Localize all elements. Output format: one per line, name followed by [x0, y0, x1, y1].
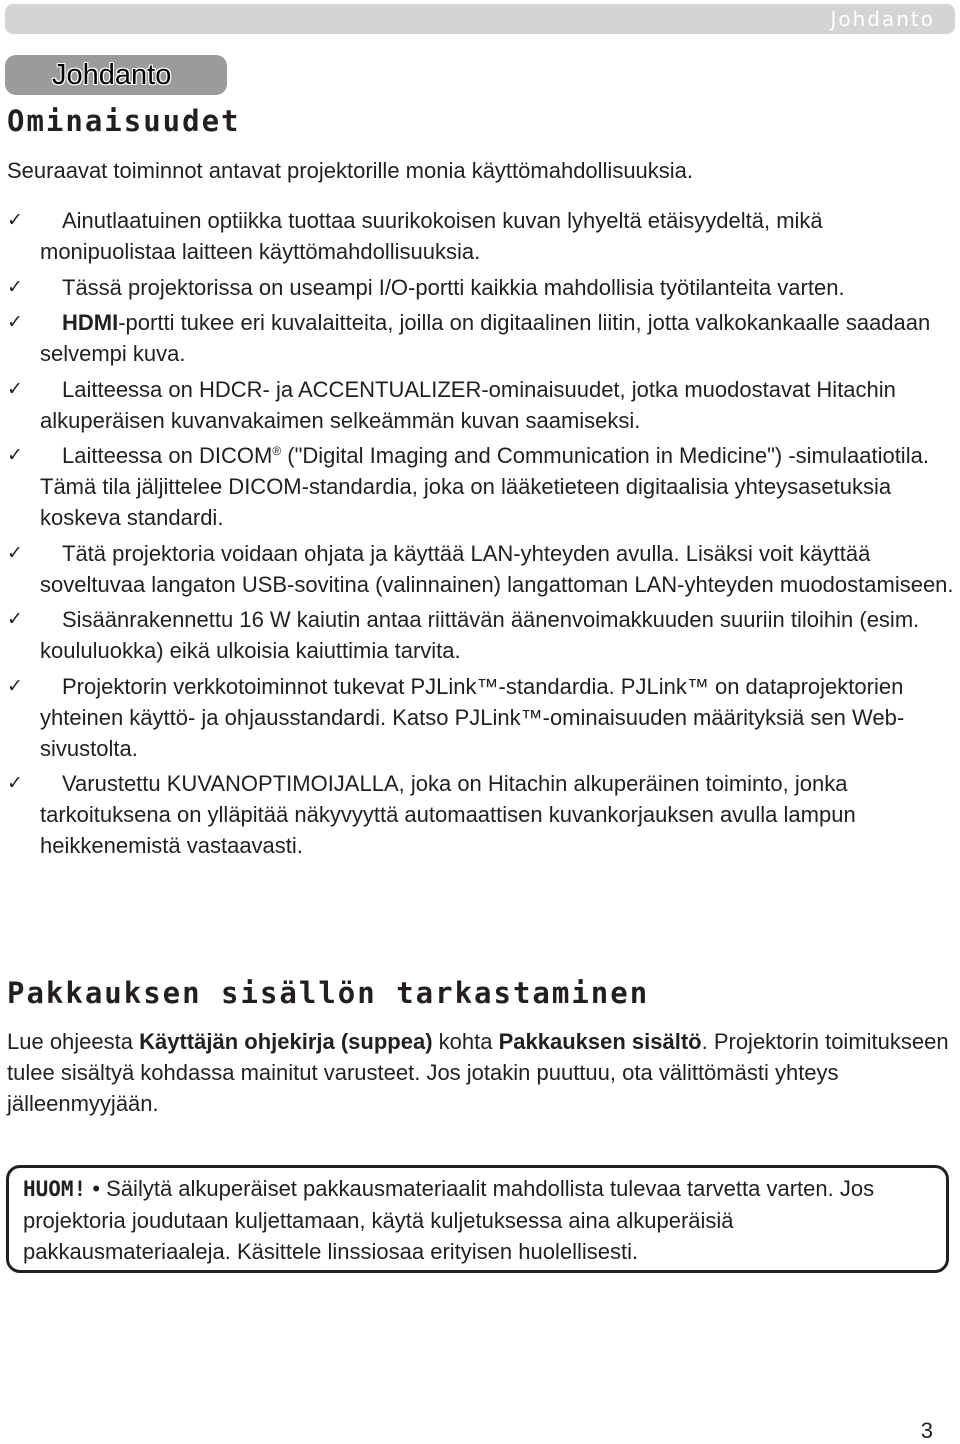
feature-list — [7, 205, 957, 866]
feature-lead-bold: HDMI — [62, 310, 119, 335]
checkmark-icon: ✓ — [7, 275, 23, 298]
list-item — [7, 768, 957, 861]
list-item — [7, 374, 957, 436]
running-header-bar — [5, 4, 955, 34]
page-number: 3 — [920, 1418, 933, 1443]
feature-text: Projektorin verkkotoiminnot tukevat PJLink™-standardia. PJLink™ on dataprojektorien yhteinen käyttö- ja ohjausstandardi. Katso PJLink™-ominaisuuden määrityksiä sen Web-sivustolta. — [40, 673, 905, 761]
list-item — [7, 671, 957, 764]
running-header-title: Johdanto — [830, 7, 935, 31]
checkmark-icon: ✓ — [7, 209, 23, 231]
feature-text: Varustettu KUVANOPTIMOIJALLA, joka on Hitachin alkuperäinen toiminto, jonka tarkoituksena on ylläpitää näkyvyyttä automaattisen kuvankorjauksen avulla lampun heikkenemistä vastaavasti. — [40, 771, 856, 858]
checkmark-icon: ✓ — [7, 608, 23, 630]
section-tab-label: Johdanto — [52, 59, 172, 91]
checkmark-icon: ✓ — [7, 311, 23, 333]
list-item — [7, 307, 957, 369]
package-bold-contents: Pakkauksen sisältö — [498, 1029, 702, 1054]
features-heading: Ominaisuudet — [7, 104, 241, 138]
list-item — [7, 272, 957, 303]
section-tab — [5, 55, 227, 95]
feature-text: -portti tukee eri kuvalaitteita, joilla on digitaalinen liitin, jotta valkokankaalle saadaan selvempi kuva. — [40, 310, 931, 366]
checkmark-icon: ✓ — [7, 377, 23, 400]
list-item — [7, 440, 957, 533]
checkmark-icon: ✓ — [7, 444, 23, 466]
feature-text: Ainutlaatuinen optiikka tuottaa suurikokoisen kuvan lyhyeltä etäisyydeltä, mikä monipuolistaa laitteen käyttömahdollisuuksia. — [40, 208, 823, 264]
package-paragraph — [7, 1026, 952, 1119]
features-intro: Seuraavat toiminnot antavat projektorille monia käyttömahdollisuuksia. — [7, 158, 694, 183]
checkmark-icon: ✓ — [7, 541, 23, 564]
note-box — [6, 1165, 949, 1273]
feature-text-start: Laitteessa on DICOM — [62, 443, 273, 468]
feature-text: ("Digital Imaging and Communication in Medicine") -simulaatiotila. Tämä tila jäljittelee DICOM-standardia, joka on lääketieteen digitaalisia yhteysasetuksia koskeva standardi. — [40, 443, 929, 530]
feature-text: Sisäänrakennettu 16 W kaiutin antaa riittävän äänenvoimakkuuden suuriin tiloihin (esim. koululuokka) eikä ulkoisia kaiuttimia tarvita. — [40, 607, 920, 663]
checkmark-icon: ✓ — [7, 772, 23, 794]
package-text-2: kohta — [432, 1029, 499, 1054]
note-text: • Säilytä alkuperäiset pakkausmateriaalit mahdollista tulevaa tarvetta varten. Jos projektoria joudutaan kuljettamaan, käytä kuljetuksessa aina alkuperäisiä pakkausmateriaaleja. Käsittele linssiosaa erityisen huolellisesti. — [23, 1176, 875, 1264]
registered-mark: ® — [272, 444, 282, 458]
package-text-3: . Projektorin toimitukseen tulee sisältyä kohdassa mainitut varusteet. Jos jotakin puuttuu, ota välittömästi yhteys jälleenmyyjään. — [7, 1029, 949, 1116]
feature-text: Laitteessa on HDCR- ja ACCENTUALIZER-ominaisuudet, jotka muodostavat Hitachin alkuperäisen kuvanvakaimen selkeämmän kuvan saamiseksi. — [40, 376, 896, 433]
package-heading: Pakkauksen sisällön tarkastaminen — [7, 976, 650, 1010]
list-item — [7, 205, 957, 267]
list-item — [7, 538, 957, 600]
list-item — [7, 604, 957, 666]
note-label: HUOM! — [23, 1177, 87, 1201]
package-text-1: Lue ohjeesta — [7, 1029, 140, 1054]
package-bold-manual: Käyttäjän ohjekirja (suppea) — [139, 1029, 433, 1054]
checkmark-icon: ✓ — [7, 674, 23, 697]
feature-text: Tässä projektorissa on useampi I/O-portti kaikkia mahdollisia työtilanteita varten. — [62, 274, 845, 300]
feature-text: Tätä projektoria voidaan ohjata ja käyttää LAN-yhteyden avulla. Lisäksi voit käyttää soveltuvaa langaton USB-sovitina (valinnainen) langattoman LAN-yhteyden muodostamiseen. — [40, 540, 954, 597]
